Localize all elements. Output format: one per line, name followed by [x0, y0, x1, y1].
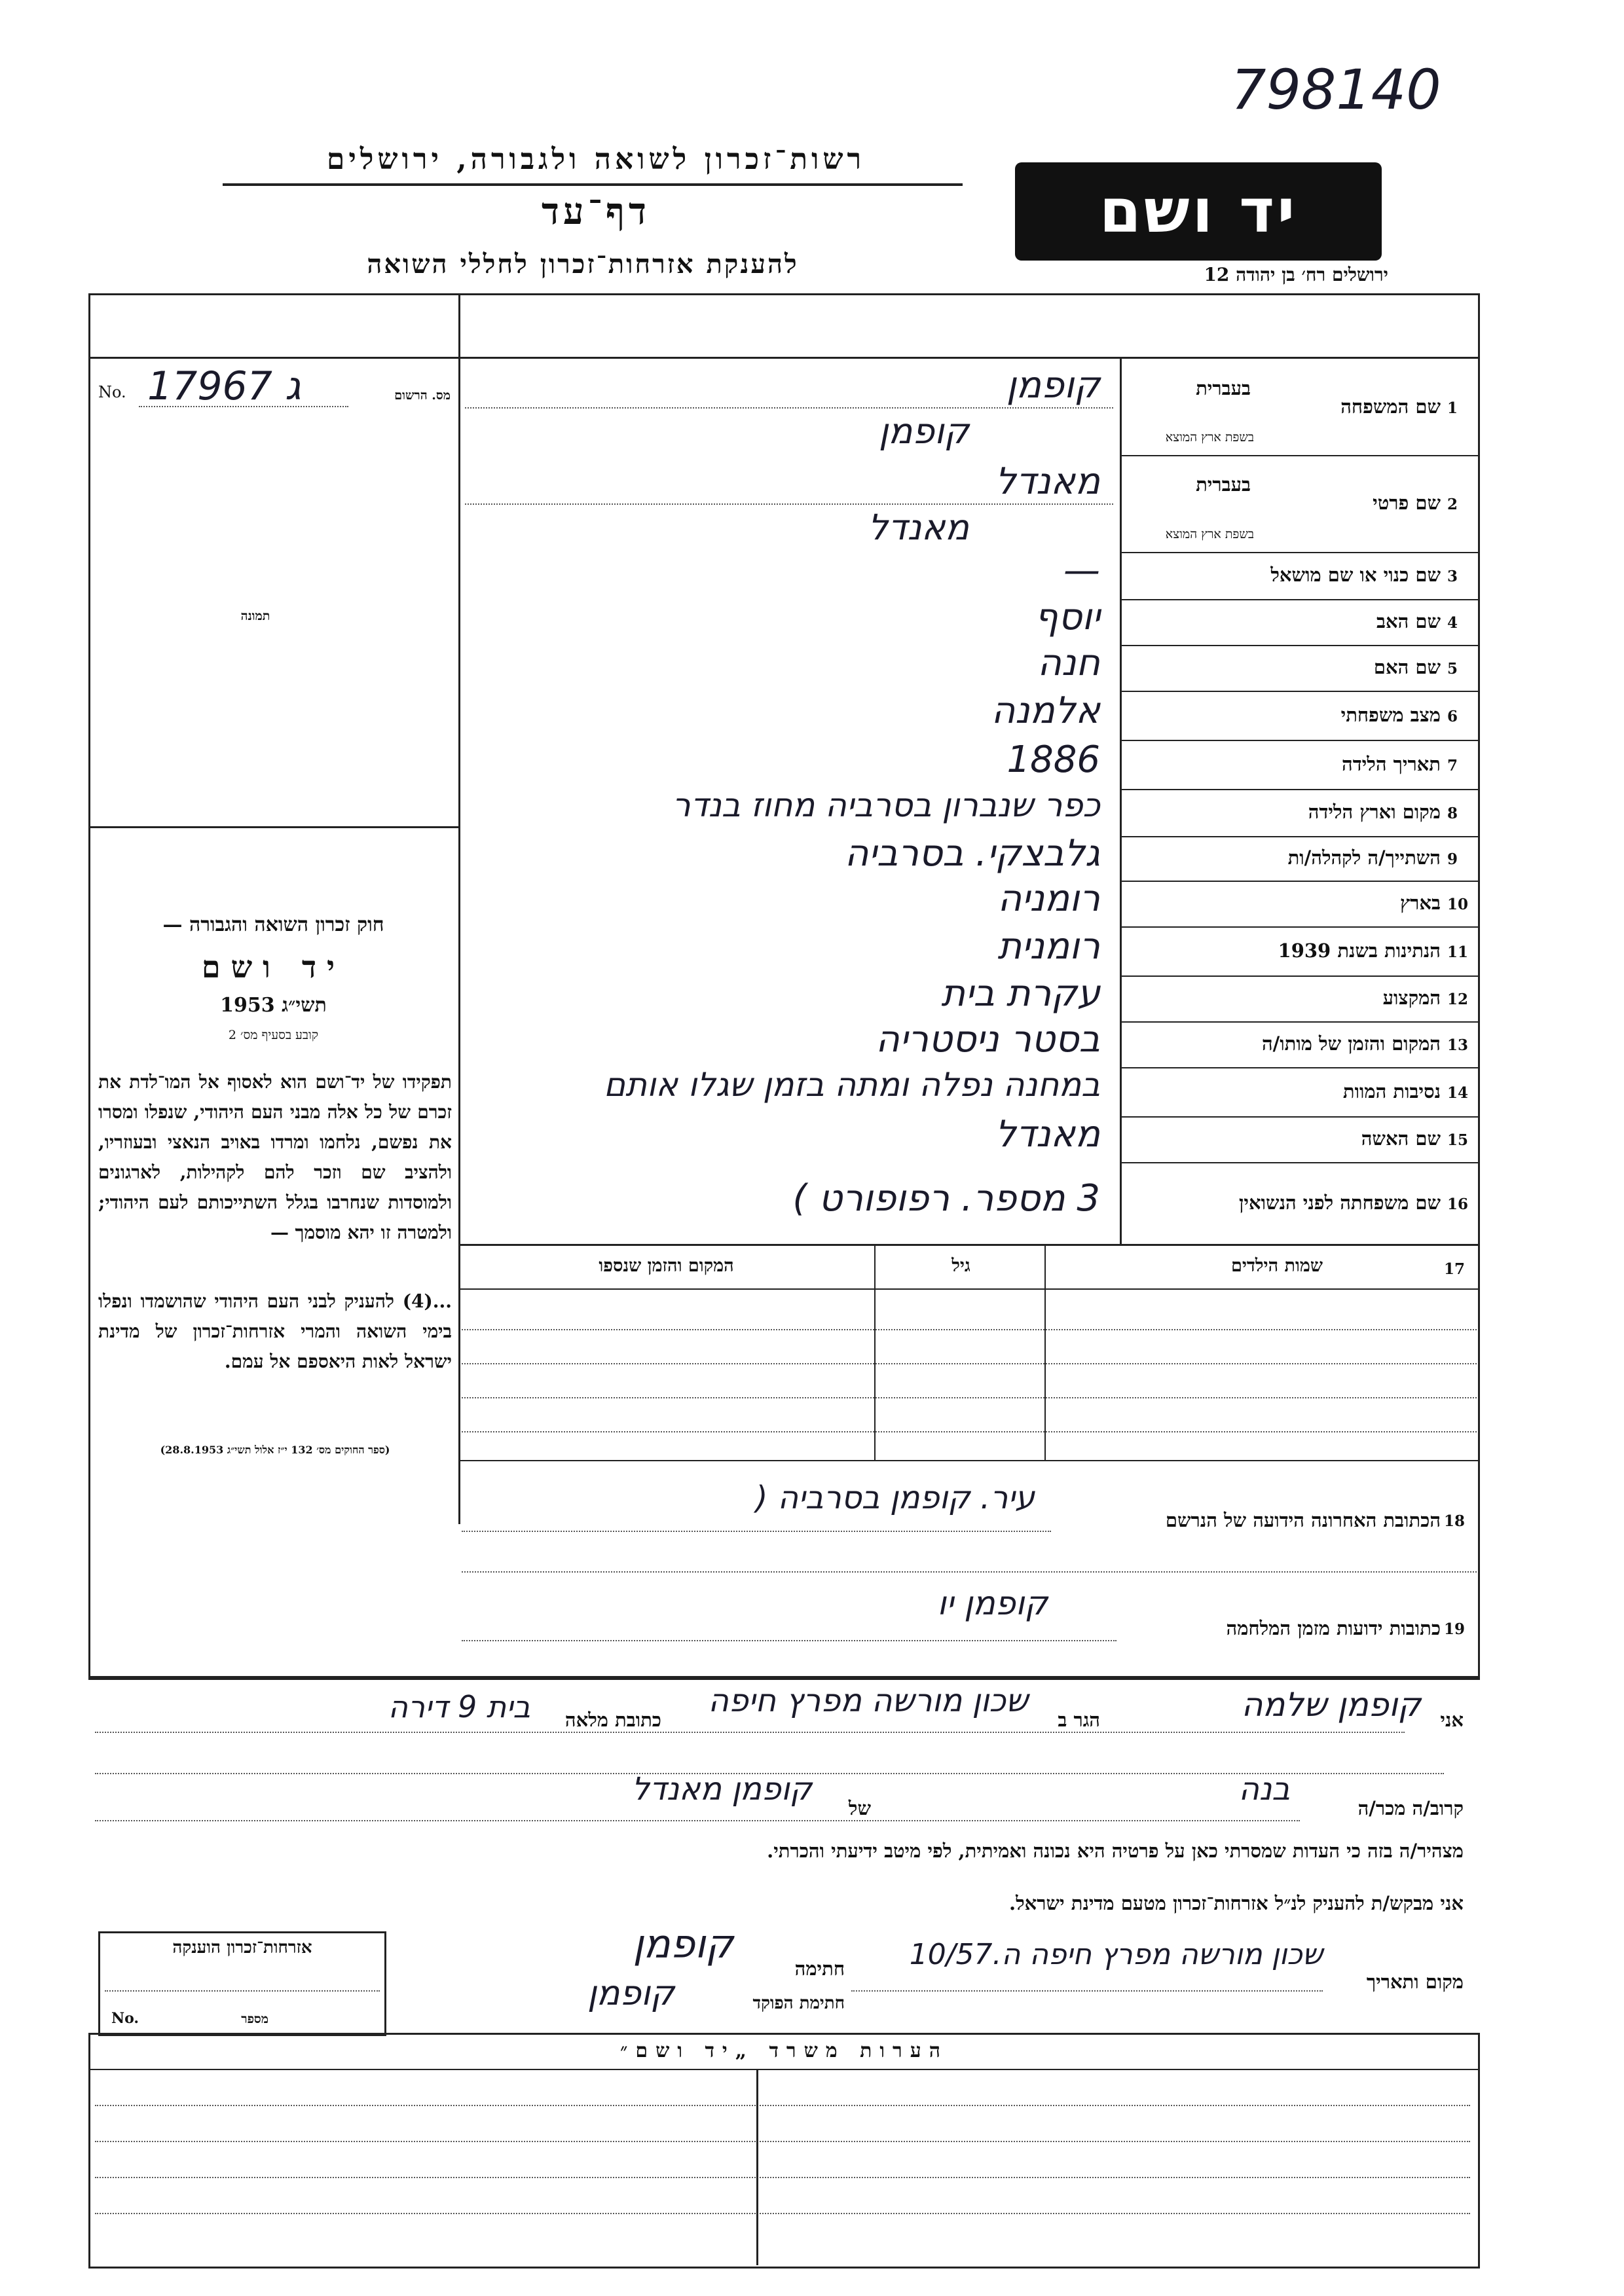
field-value-10: רומניה: [997, 877, 1100, 920]
citizenship-box-no: No.: [111, 2010, 139, 2027]
field-value-origin-1: קופמן: [878, 410, 969, 452]
field-label-19: כתובות ידועות מזמן המלחמה: [1226, 1617, 1441, 1639]
children-names-header: שמות הילדים: [1230, 1256, 1323, 1276]
field-value-1: קופמן: [1006, 364, 1100, 407]
declaration-full-address-label: כתובת מלאה: [564, 1709, 661, 1731]
field-sublabel-hebrew-2: בעברית: [1196, 473, 1251, 496]
field-label-15: שם האשה: [1361, 1127, 1441, 1150]
law-name: יד ושם: [201, 949, 346, 985]
field-number-5: 5: [1447, 660, 1458, 678]
field-number-9: 9: [1447, 850, 1458, 868]
declaration-statement: מצהיר/ה בזה כי העדות שמסרתי כאן על פרטיה היא נכונה ואמיתית, לפי מיטב ידיעתי והכרתי.: [767, 1840, 1464, 1862]
field-value-15: מאנדל: [995, 1113, 1100, 1156]
field-value-origin-2: מאנדל: [868, 507, 969, 548]
field-value-16: 3 מספר. רפופורט ): [792, 1176, 1100, 1220]
registration-number: ג 17967: [147, 363, 301, 409]
field-label-1: שם המשפחה: [1340, 395, 1441, 418]
field-number-19: 19: [1444, 1620, 1466, 1638]
field-label-16: שם משפחתה לפני הנשואין: [1239, 1191, 1441, 1214]
field-value-6: אלמנה: [991, 689, 1100, 732]
declaration-ani: אני: [1440, 1709, 1464, 1731]
field-number-3: 3: [1447, 568, 1458, 585]
field-label-18: הכתובת האחרונה הידועה של הנרשם: [1165, 1509, 1441, 1531]
field-label-10: בארץ: [1400, 892, 1441, 914]
law-title: חוק זכרון השואה והגבורה —: [162, 913, 384, 936]
field-label-7: תאריך הלידה: [1342, 752, 1441, 775]
field-number-11: 11: [1447, 943, 1469, 961]
field-sublabel-origin-1: בשפת ארץ המוצא: [1165, 430, 1254, 445]
registration-no-prefix: No.: [98, 383, 126, 401]
field-number-10: 10: [1447, 896, 1469, 913]
place-date-label: מקום ותאריך: [1366, 1971, 1464, 1993]
declarant-signature: קופמן: [633, 1922, 733, 1967]
field-number-14: 14: [1447, 1084, 1469, 1102]
field-value-7: 1886: [1006, 738, 1100, 781]
field-label-14: נסיבות המוות: [1342, 1080, 1441, 1102]
archive-number: 798140: [1231, 58, 1441, 122]
registration-label: מס. הרשום: [394, 388, 451, 403]
field-label-6: מצב משפחתי: [1340, 703, 1441, 726]
field-label-2: שם פרטי: [1373, 492, 1441, 515]
photo-label: תמונה: [240, 609, 270, 623]
field-label-9: השתייך/ה לקהלה/ות: [1287, 847, 1441, 869]
field-number-16: 16: [1447, 1195, 1469, 1213]
field-value-13: בסטר ניסטריה: [876, 1018, 1100, 1061]
field-label-8: מקום וארץ הלידה: [1308, 801, 1441, 823]
field-label-13: המקום והזמן של מותו/ה: [1261, 1032, 1441, 1055]
field-value-4: יוסף: [1035, 596, 1100, 638]
header-address: ירושלים רח׳ בן יהודה 12: [1204, 264, 1388, 285]
field-value-18: עיר. קופמן בסרביה (: [755, 1480, 1035, 1516]
field-label-5: שם האם: [1373, 656, 1441, 678]
field-number-12: 12: [1447, 991, 1469, 1008]
office-notes-title: הערות משרד „יד ושם״: [619, 2039, 949, 2062]
declaration-request: אני מבקש/ת להעניק לנ״ל אזרחות־זכרון מטעם מדינת ישראל.: [1009, 1892, 1464, 1914]
field-label-3: שם כנוי או שם מושאל: [1270, 564, 1441, 586]
field-value-9: גלבצקי. בסרביה: [844, 832, 1100, 875]
field-label-11: הנתינות בשנת 1939: [1278, 939, 1441, 962]
children-age-header: גיל: [951, 1256, 970, 1276]
signature-label: חתימה: [794, 1958, 845, 1980]
declarant-residence: שכון מורשה מפרץ חיפה: [708, 1683, 1028, 1719]
citizenship-box-number: מספר: [241, 2012, 268, 2026]
officer-signature: קופמן: [587, 1974, 674, 2013]
declarant-name: קופמן שלמה: [1241, 1686, 1421, 1724]
law-text-1: תפקידו של יד־ושם הוא לאסוף אל המו־לדת את זכרם של כל אלה מבני העם היהודי, שנפלו ומסרו את נפשם, נלחמו ומרדו באויב הנאצי ובעוזריו, ולהציב שם וזכר להם לקהילות, לארגונים ולמוסדות שנחרבו בגלל השתייכותם לעם היהודי; ולמטרה זו יהא מוסמך —: [98, 1071, 452, 1243]
field-number-8: 8: [1447, 805, 1458, 822]
declarant-relative-name: קופמן מאנדל: [631, 1771, 812, 1808]
field-value-2: מאנדל: [995, 460, 1100, 503]
field-sublabel-hebrew-1: בעברית: [1196, 377, 1251, 399]
law-year: תשי״ג 1953: [220, 994, 327, 1017]
yad-vashem-logo: יד ושם: [1015, 162, 1382, 261]
field-value-8: כפר שנברון בסרביה מחוז בנדר: [672, 786, 1100, 824]
law-clause: קובע בסעיף מס׳ 2: [228, 1028, 319, 1042]
field-label-4: שם האב: [1376, 610, 1441, 632]
citizenship-box-title: אזרחות־זכרון הוענקה: [172, 1938, 312, 1958]
office-notes-box: [88, 2033, 1480, 2269]
field-number-18: 18: [1444, 1512, 1466, 1530]
officer-signature-label: חתימת הפוקד: [752, 1994, 845, 2013]
field-number-6: 6: [1447, 707, 1458, 725]
field-value-3: —: [1063, 549, 1100, 592]
declaration-of-label: של: [848, 1797, 871, 1819]
field-label-12: המקצוע: [1382, 987, 1441, 1009]
law-text-2: ...(4) להעניק לבני העם היהודי שהושמדו ונפלו בימי השואה והמרי אזרחות־זכרון של מדינת ישראל לאות היאספם אל עמם.: [98, 1290, 452, 1372]
place-date-value: שכון מורשה מפרץ חיפה ה.10/57: [909, 1938, 1323, 1971]
field-value-5: חנה: [1037, 642, 1100, 684]
field-value-14: במחנה נפלה ומתה בזמן שגלו אותם: [603, 1065, 1100, 1104]
field-number-17: 17: [1444, 1260, 1466, 1278]
field-value-11: רומנית: [997, 924, 1100, 968]
page-subtitle: להענקת אזרחות־זכרון לחללי השואה: [367, 249, 799, 280]
field-number-2: 2: [1447, 496, 1458, 513]
field-number-1: 1: [1447, 399, 1458, 417]
law-source: (ספר החוקים מס׳ 132 י״ז אלול תשי״ג 28.8.1953): [160, 1444, 390, 1456]
declaration-relative-label: קרוב/ה מכר/ה: [1357, 1797, 1464, 1819]
page-title: דף־עד: [541, 190, 650, 233]
authority-name: רשות־זכרון לשואה ולגבורה, ירושלים: [326, 143, 866, 176]
declaration-resident-label: הגר ב: [1058, 1709, 1100, 1731]
declarant-relation: בנה: [1238, 1771, 1290, 1808]
field-sublabel-origin-2: בשפת ארץ המוצא: [1165, 527, 1254, 541]
declarant-address: בית 9 דירה: [388, 1689, 530, 1724]
field-number-15: 15: [1447, 1131, 1469, 1149]
field-number-7: 7: [1447, 756, 1458, 774]
field-number-4: 4: [1447, 614, 1458, 632]
field-value-19: קופמן יו: [937, 1584, 1048, 1622]
children-place-header: המקום והזמן שנספו: [599, 1256, 734, 1276]
field-number-13: 13: [1447, 1036, 1469, 1054]
field-value-12: עקרת בית: [941, 972, 1100, 1015]
